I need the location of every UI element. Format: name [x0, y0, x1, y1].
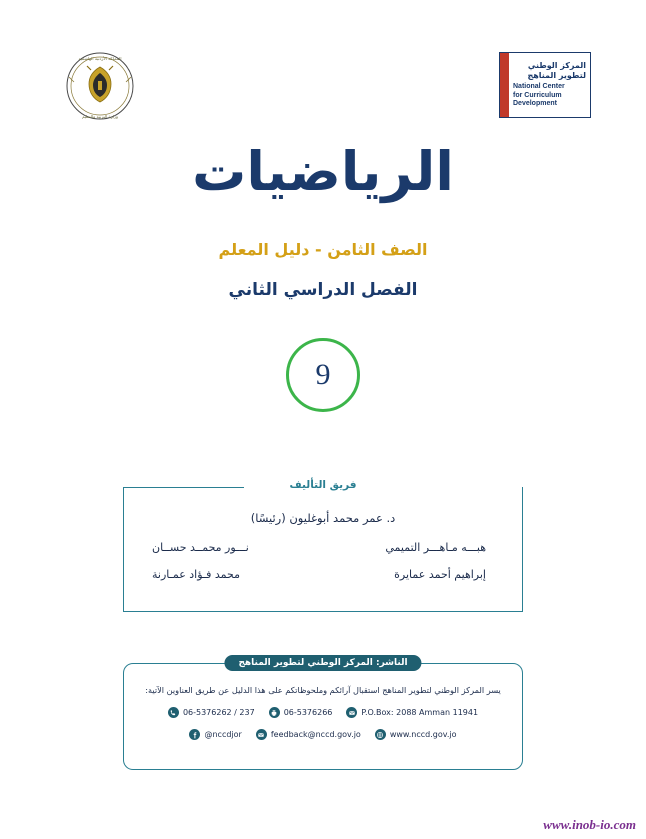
author-lead: د. عمر محمد أبوغليون (رئيسًا): [250, 511, 396, 525]
grade-badge-number: 9: [315, 358, 331, 391]
publisher-note: يسر المركز الوطني لتطوير المناهج استقبال آرائكم وملحوظاتكم على هذا الدليل عن طريق العناوين الآتية:: [145, 685, 501, 695]
email-icon: [256, 729, 267, 740]
svg-text:المملكة الأردنية الهاشمية: المملكة الأردنية الهاشمية: [78, 56, 122, 61]
nccd-logo: [499, 52, 591, 118]
author-name: هبـــه مـاهـــر التميمي: [385, 541, 486, 554]
contact-fax-text: 06-5376266: [283, 708, 333, 718]
authors-panel-label: فريق التأليف: [280, 479, 367, 491]
contact-fax: [269, 707, 333, 718]
author-name: نـــور محمــد حســان: [152, 541, 249, 554]
authors-panel-label-wrap: [124, 479, 522, 491]
authors-row: [142, 568, 504, 581]
subtitle-semester: الفصل الدراسي الثاني: [228, 280, 418, 300]
nccd-arabic-line-1: المركز الوطني: [527, 61, 586, 71]
nccd-english-line-3: Development: [513, 100, 557, 108]
watermark: www.inob-io.com: [543, 817, 636, 832]
nccd-english-line-1: National Center: [513, 83, 565, 91]
phone-icon: [168, 707, 179, 718]
contact-po-box: [346, 707, 478, 718]
globe-icon: [375, 729, 386, 740]
author-name: محمد فـؤاد عمـارنة: [152, 568, 241, 581]
mail-icon: [346, 707, 357, 718]
social-website[interactable]: [375, 729, 457, 740]
jordan-coat-of-arms-icon: [64, 44, 136, 128]
nccd-logo-accent-bar: [500, 53, 509, 117]
contact-phone-text: 06-5376262 / 237: [182, 708, 255, 718]
authors-row: [142, 541, 504, 554]
nccd-arabic-line-2: لتطوير المناهج: [527, 71, 586, 81]
authors-panel: [123, 479, 523, 612]
social-email-text: feedback@nccd.gov.jo: [270, 730, 361, 740]
social-facebook[interactable]: [189, 729, 241, 740]
subtitle-grade-teacher-guide: الصف الثامن - دليل المعلم: [218, 240, 428, 259]
contact-po-box-text: P.O.Box: 2088 Amman 11941: [361, 708, 479, 718]
social-email[interactable]: [256, 729, 361, 740]
publisher-contact-row: [124, 707, 522, 718]
grade-badge: [0, 338, 646, 412]
grade-badge-ring: [286, 338, 360, 412]
author-name: إبراهيم أحمد عمايرة: [394, 568, 486, 581]
social-website-text: www.nccd.gov.jo: [389, 730, 457, 740]
social-facebook-text: @nccdjor: [204, 730, 242, 740]
publisher-badge: الناشر: المركز الوطني لتطوير المناهج: [224, 655, 421, 671]
facebook-icon: [189, 729, 200, 740]
publisher-social-row: [124, 729, 522, 740]
publisher-panel: [123, 658, 523, 770]
page-title: الرياضيات: [192, 140, 454, 203]
printer-icon: [269, 707, 280, 718]
nccd-english-line-2: for Curriculum: [513, 91, 562, 99]
contact-phone: [168, 707, 255, 718]
svg-text:وزارة التربية والتعليم: وزارة التربية والتعليم: [82, 114, 118, 119]
